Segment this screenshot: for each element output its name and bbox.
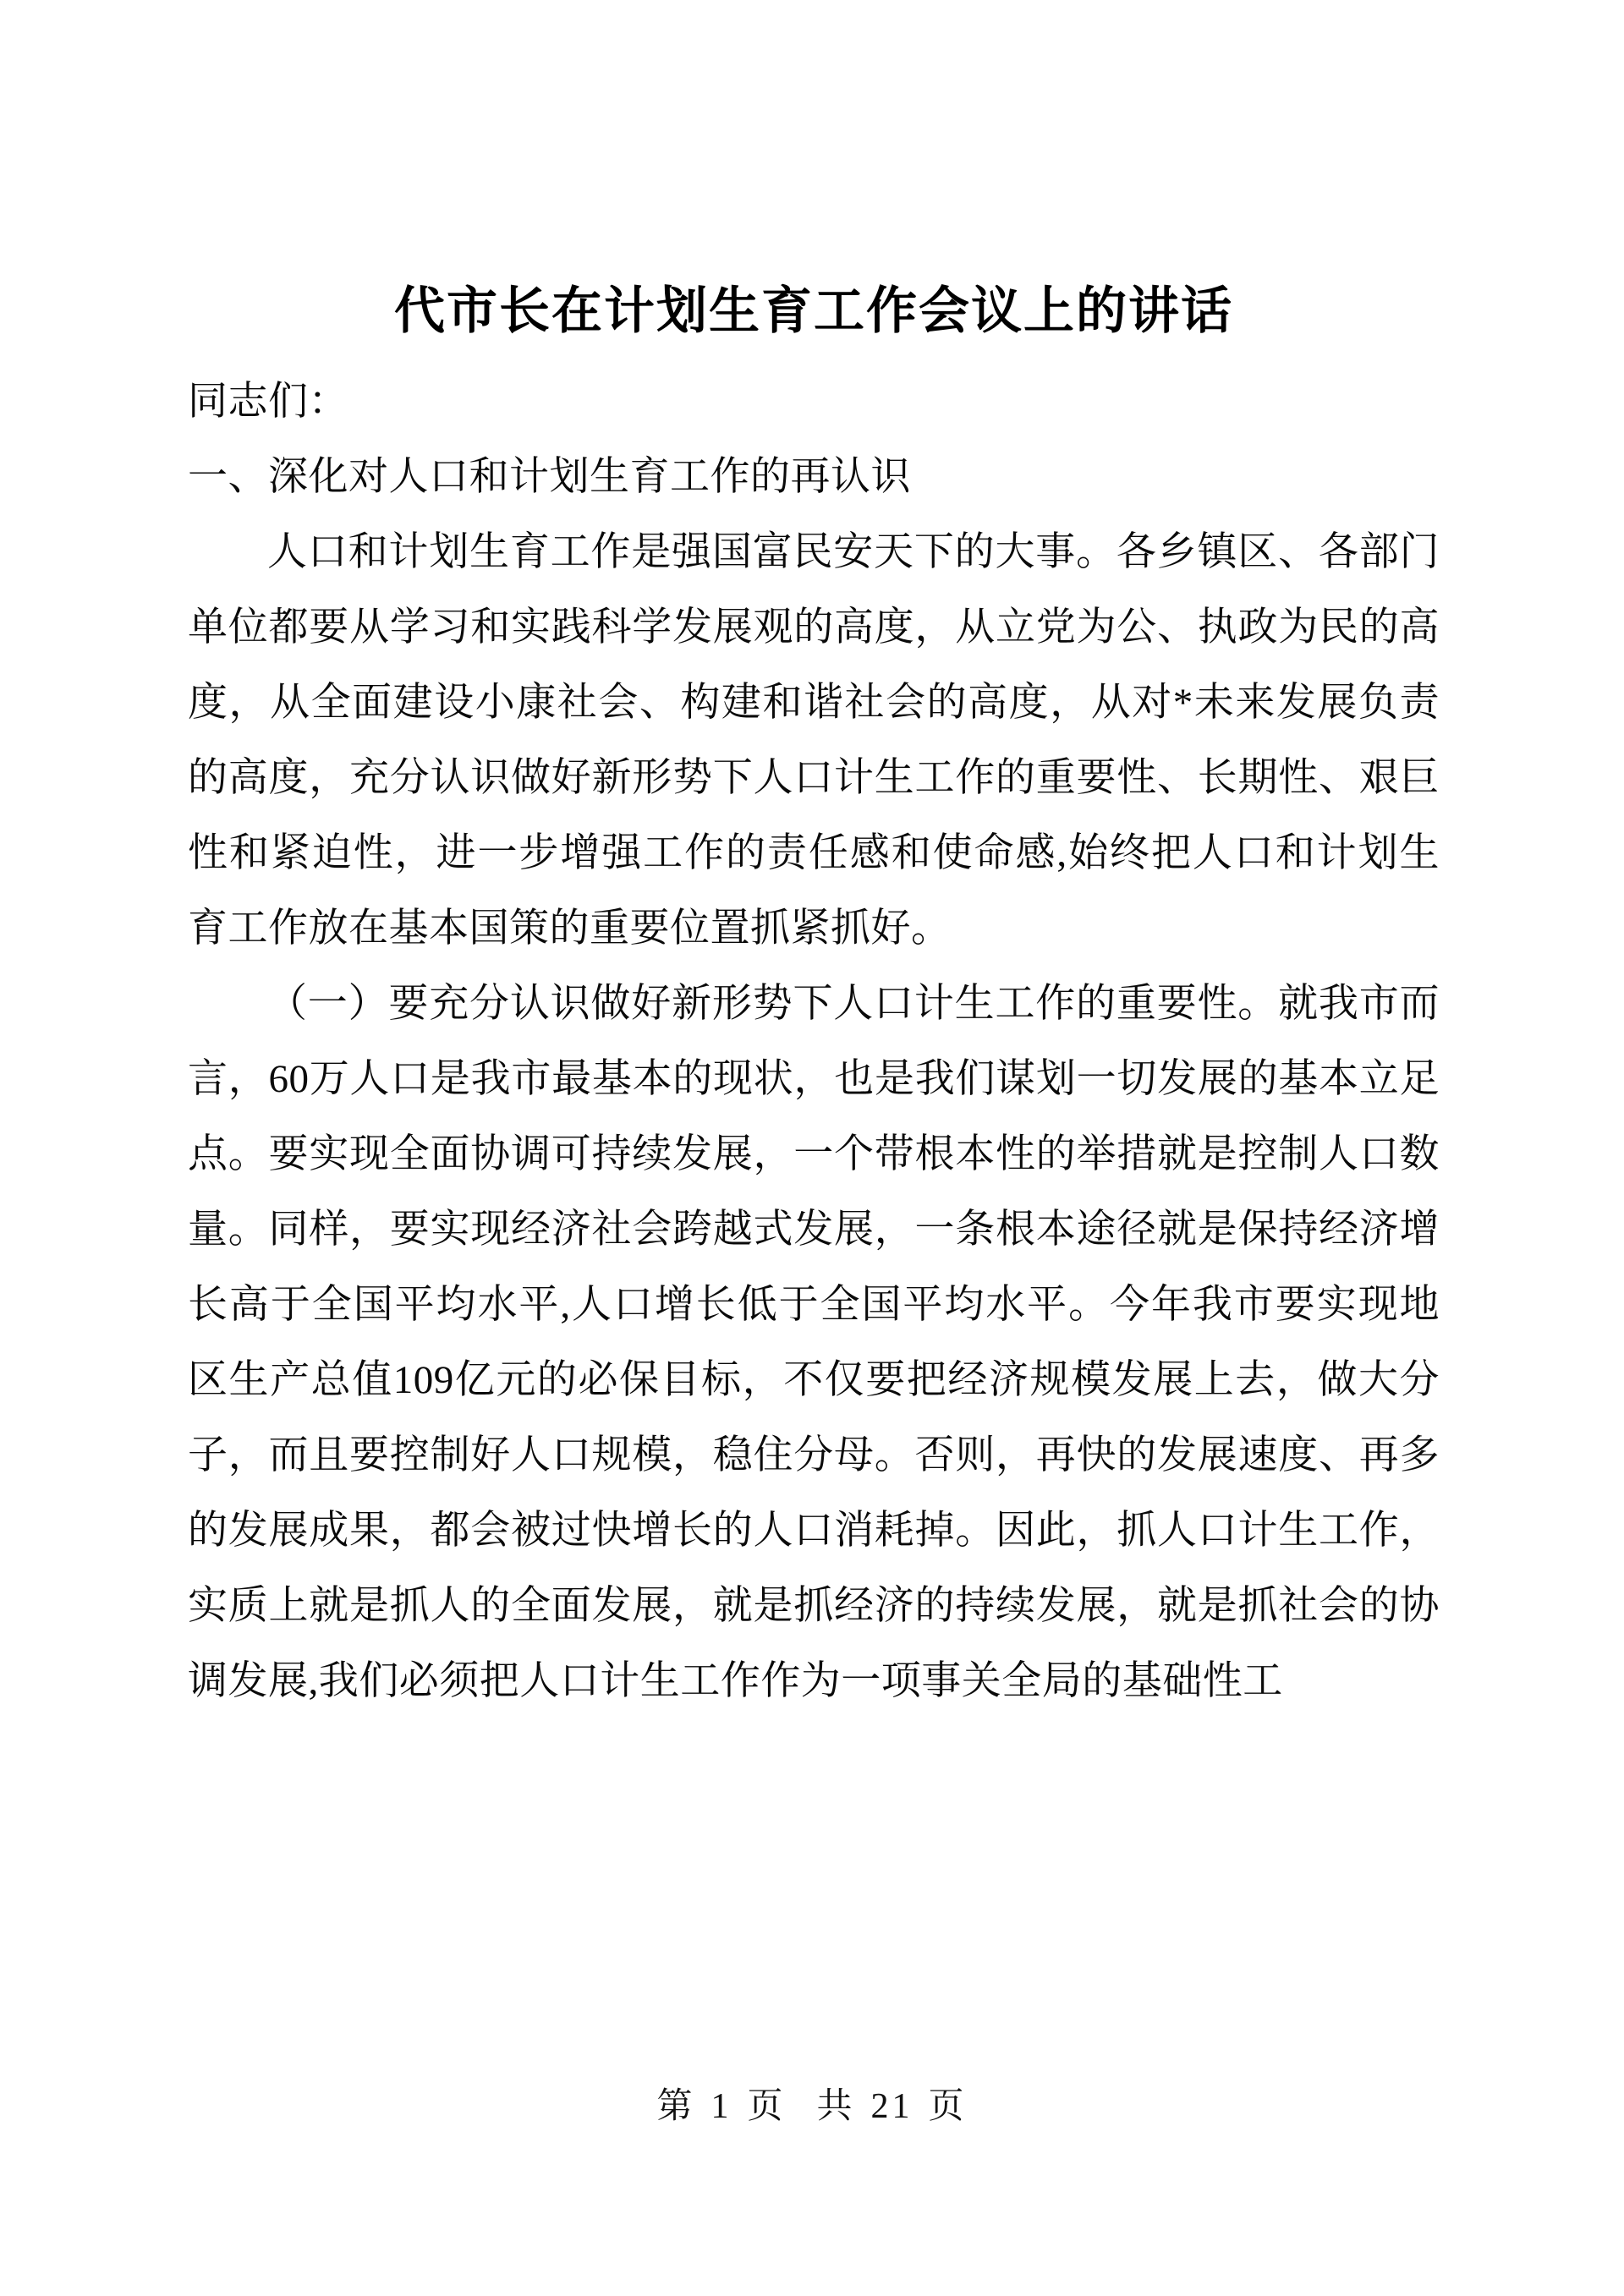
body-paragraph-1: 人口和计划生育工作是强国富民安天下的大事。各乡镇区、各部门单位都要从学习和实践科学发展观的高度，从立党为公、执政为民的高度，从全面建设小康社会、构建和谐社会的高度，从对*未来发展负责的高度，充分认识做好新形势下人口计生工作的重要性、长期性、艰巨性和紧迫性，进一步增强工作的责任感和使命感,始终把人口和计划生育工作放在基本国策的重要位置抓紧抓好。 (188, 530, 1440, 951)
body-paragraph-2: （一）要充分认识做好新形势下人口计生工作的重要性。就我市而言，60万人口是我市最基本的现状，也是我们谋划一切发展的基本立足点。要实现全面协调可持续发展，一个带根本性的举措就是控制人口数量。同样，要实现经济社会跨越式发展，一条根本途径就是保持经济增长高于全国平均水平,人口增长低于全国平均水平。今年我市要实现地区生产总值109亿元的必保目标，不仅要把经济规模发展上去，做大分子，而且要控制好人口规模，稳住分母。否则，再快的发展速度、再多的发展成果，都会被过快增长的人口消耗掉。因此，抓人口计生工作，实质上就是抓人的全面发展，就是抓经济的持续发展，就是抓社会的协调发展,我们必须把人口计生工作作为一项事关全局的基础性工 (188, 982, 1440, 1703)
footer-total-pages: 21 (870, 2087, 914, 2126)
footer-current-page: 1 (710, 2087, 732, 2126)
footer-total-unit: 页 (928, 2087, 968, 2126)
footer-page-unit: 页 (747, 2087, 787, 2126)
footer-page-prefix: 第 (656, 2087, 696, 2126)
page-title: 代市长在计划生育工作会议上的讲话 (394, 282, 1233, 339)
salutation-line: 同志们： (188, 380, 348, 424)
section-heading-one: 一、深化对人口和计划生育工作的再认识 (188, 455, 911, 499)
page-footer (0, 2089, 1624, 2124)
document-body (188, 364, 1440, 1719)
document-content-column (188, 0, 1440, 1719)
footer-total-prefix: 共 (816, 2087, 856, 2126)
